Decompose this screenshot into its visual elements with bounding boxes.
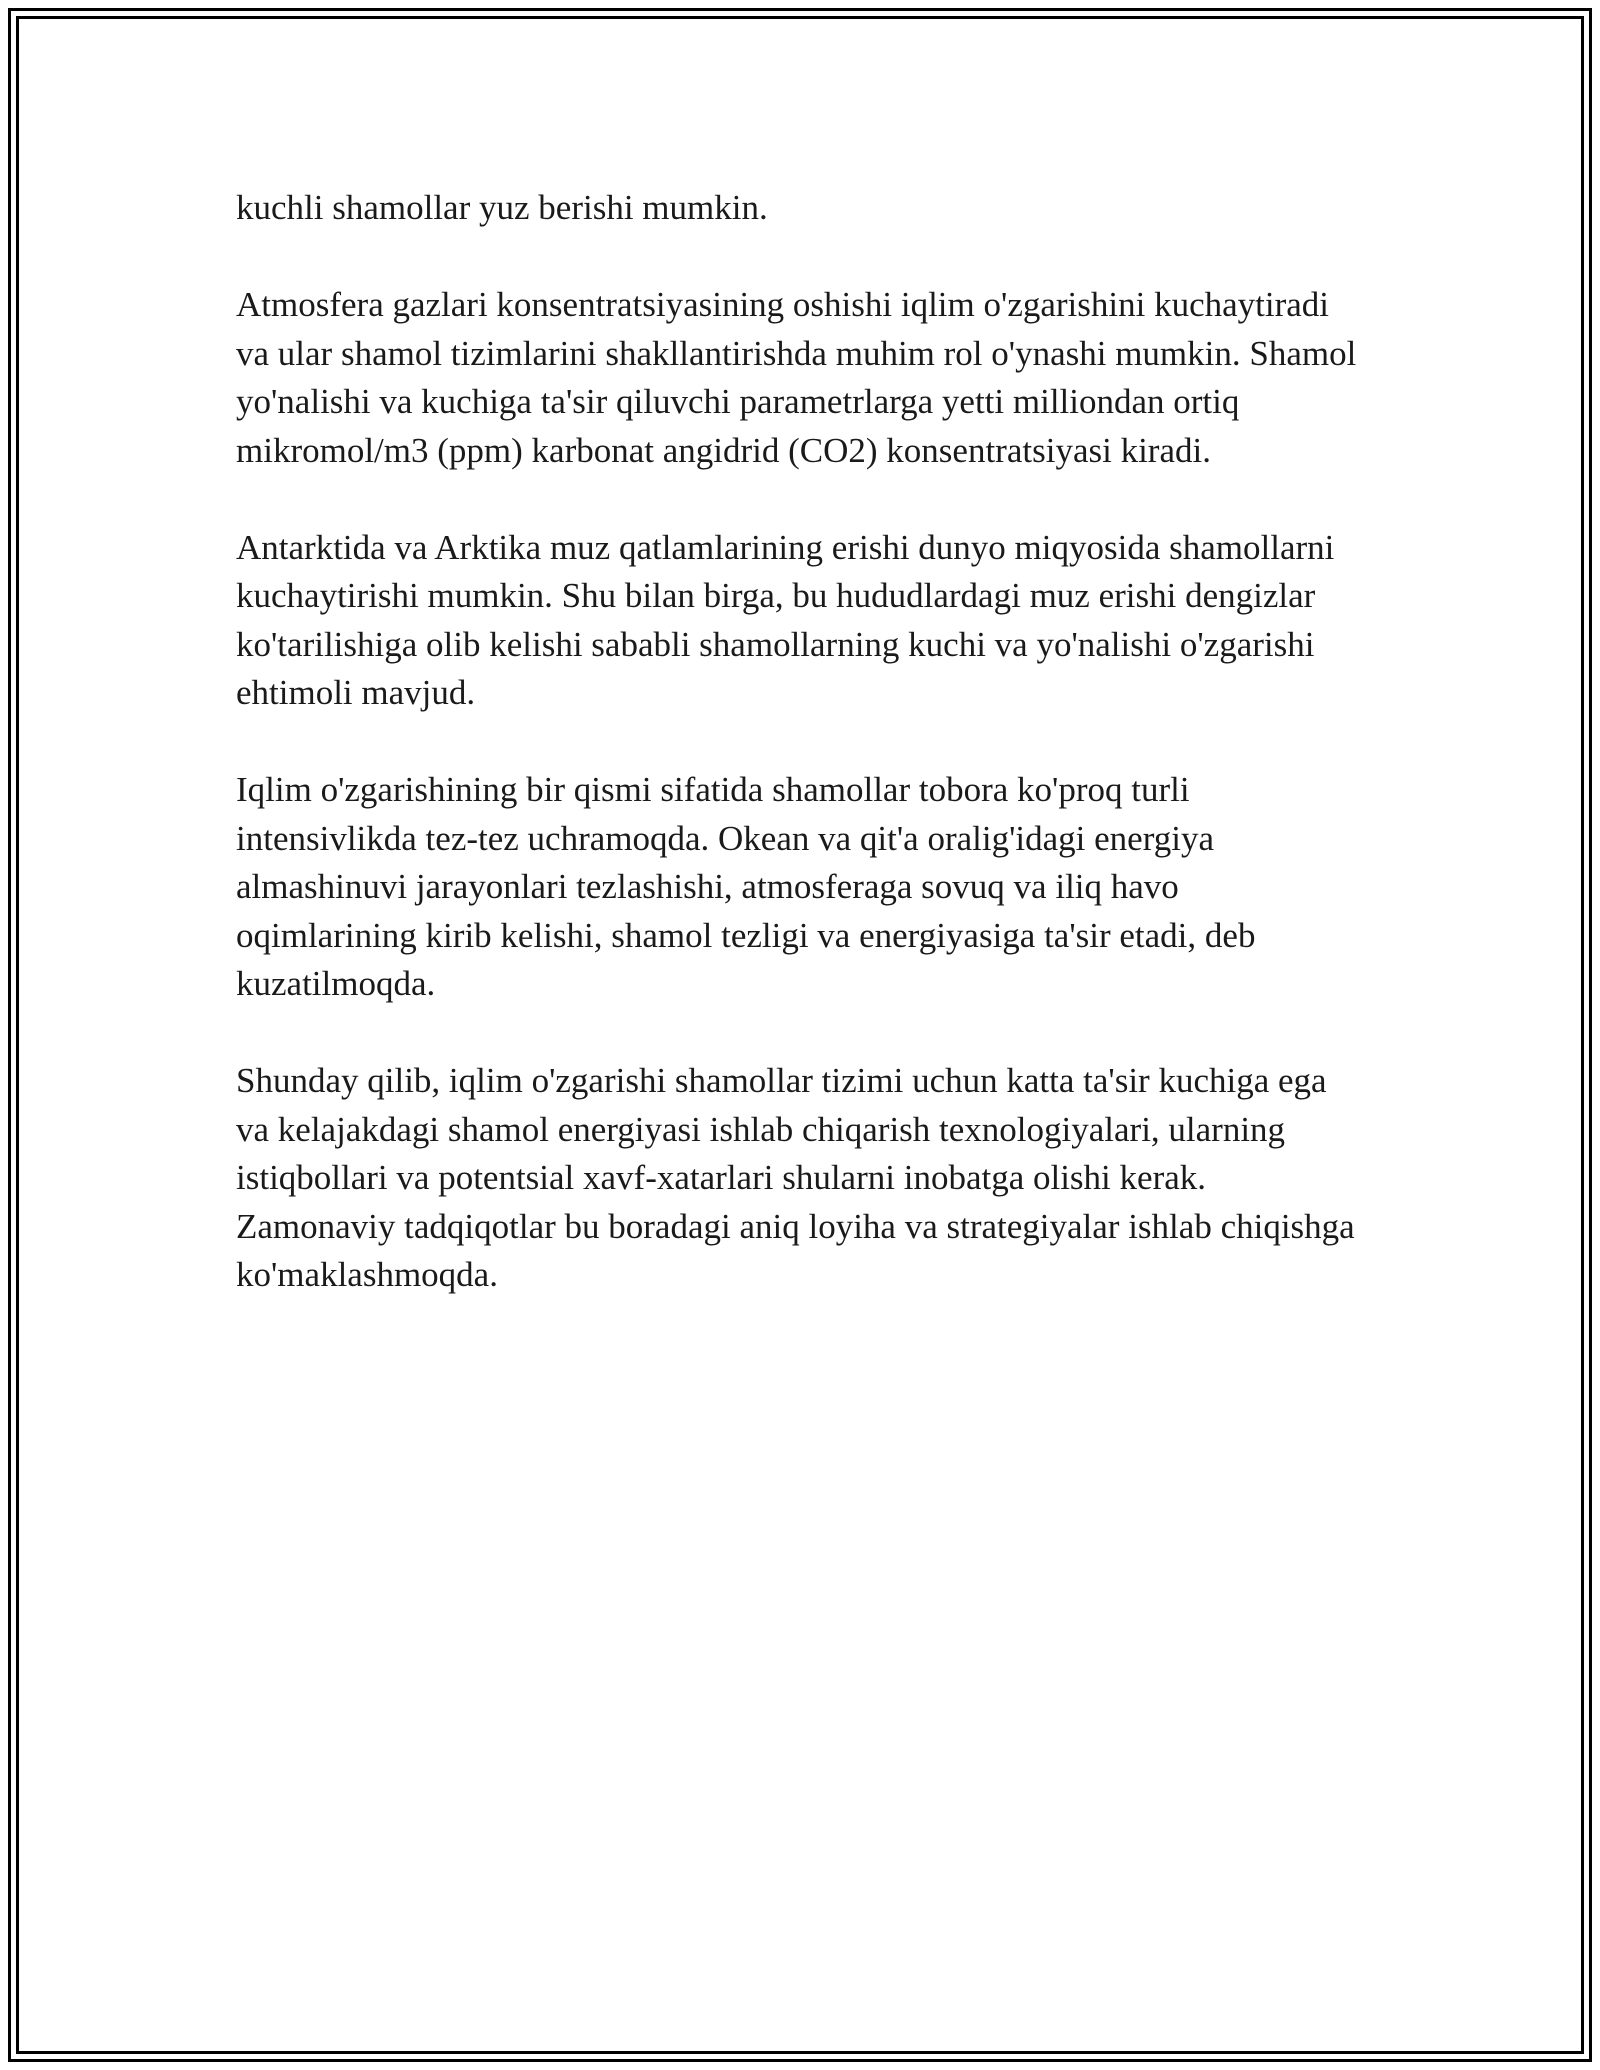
paragraph: Antarktida va Arktika muz qatlamlarining erishi dunyo miqyosida shamollarni kuchaytirishi mumkin. Shu bilan birga, bu hududlardagi muz erishi dengizlar ko'tarilishiga olib kelishi sababli shamollarning kuchi va yo'nalishi o'zgarishi ehtimoli mavjud. (236, 527, 1335, 712)
paragraph: Iqlim o'zgarishining bir qismi sifatida shamollar tobora ko'proq turli intensivlikda tez-tez uchramoqda. Okean va qit'a oralig'idagi energiya almashinuvi jarayonlari tezlashishi, atmosferaga sovuq va iliq havo oqimlarining kirib kelishi, shamol tezligi va energiyasiga ta'sir etadi, deb kuzatilmoqda. (236, 770, 1256, 1003)
paragraph: kuchli shamollar yuz berishi mumkin. (236, 188, 768, 227)
document-body (236, 184, 1366, 1300)
paragraph: Atmosfera gazlari konsentratsiyasining oshishi iqlim o'zgarishini kuchaytiradi va ular shamol tizimlarini shakllantirishda muhim rol o'ynashi mumkin. Shamol yo'nalishi va kuchiga ta'sir qiluvchi parametrlarga yetti milliondan ortiq mikromol/m3 (ppm) karbonat angidrid (CO2) konsentratsiyasi kiradi. (236, 285, 1357, 470)
paragraph: Shunday qilib, iqlim o'zgarishi shamollar tizimi uchun katta ta'sir kuchiga ega va kelajakdagi shamol energiyasi ishlab chiqarish texnologiyalari, ularning istiqbollari va potentsial xavf-xatarlari shularni inobatga olishi kerak. Zamonaviy tadqiqotlar bu boradagi aniq loyiha va strategiyalar ishlab chiqishga ko'maklashmoqda. (236, 1061, 1355, 1294)
